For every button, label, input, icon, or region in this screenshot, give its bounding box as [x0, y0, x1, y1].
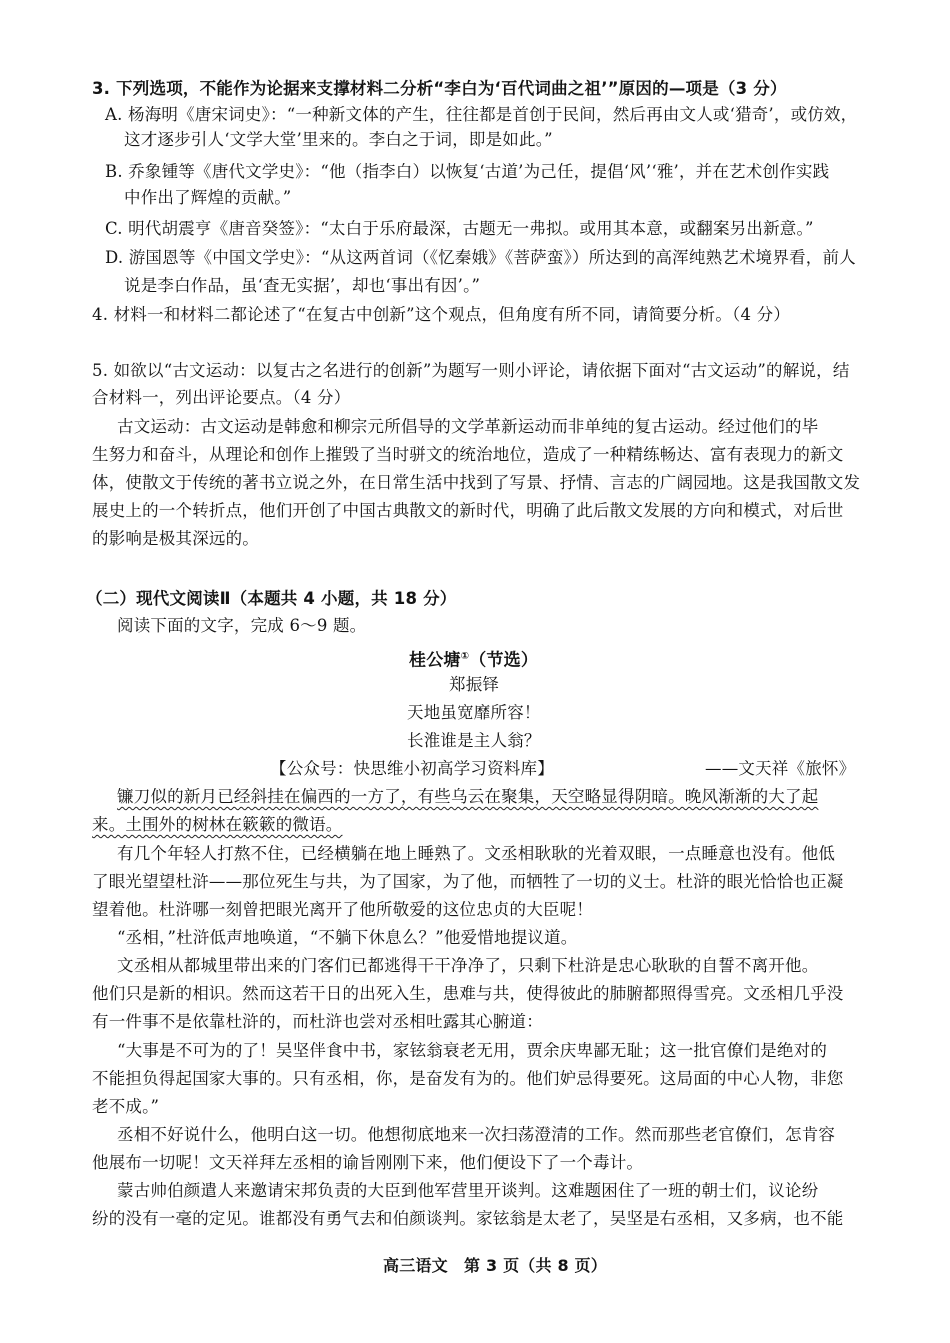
para5-line3: 老不成。”: [92, 1097, 160, 1116]
para5-line1: “大事是不可为的了！吴坚伴食中书，家铉翁衰老无用，贾余庆卑鄙无耻；这一批官僚们是绝对的: [117, 1041, 828, 1060]
q3-option-d-line1: D. 游国恩等《中国文学史》：“从这两首词（《忆秦娥》《菩萨蛮》）所达到的高浑纯熟艺术境界看，前人: [105, 248, 856, 267]
para2-line2: 了眼光望望杜浒——那位死生与共，为了国家，为了他，而牺牲了一切的义士。杜浒的眼光恰恰也正凝: [92, 872, 844, 891]
section-instruction: 阅读下面的文字，完成 6～9 题。: [117, 616, 367, 635]
watermark-text: 【公众号：快思维小初高学习资料库】: [270, 759, 554, 778]
page-footer: 高三语文 第 3 页（共 8 页）: [383, 1256, 607, 1275]
q5-note-line3: 体，使散文于传统的著书立说之外，在日常生活中找到了写景、抒情、言志的广阔园地。这是我国散文发: [92, 473, 861, 492]
q5-note-line2: 生努力和奋斗，从理论和创作上摧毁了当时骈文的统治地位，造成了一种精练畅达、富有表现力的新文: [92, 445, 844, 464]
epigraph-line2: 长淮谁是主人翁？: [407, 731, 541, 750]
epigraph-line1: 天地虽宽靡所容！: [407, 703, 541, 722]
epigraph-source: ——文天祥《旅怀》: [705, 759, 856, 778]
q5-note-line1: 古文运动：古文运动是韩愈和柳宗元所倡导的文学革新运动而非单纯的复古运动。经过他们的毕: [117, 417, 819, 436]
para4-line2: 他们只是新的相识。然而这若干日的出死入生，患难与共，使得彼此的肺腑都照得雪亮。文丞相几乎没: [92, 984, 844, 1003]
q5-stem-line2: 合材料一，列出评论要点。（4 分）: [92, 388, 351, 407]
q5-stem-line1: 5. 如欲以“古文运动：以复古之名进行的创新”为题写一则小评论，请依据下面对“古文运动”的解说，结: [92, 361, 850, 380]
para1-line1: 镰刀似的新月已经斜挂在偏西的一方了，有些乌云在聚集，天空略显得阴暗。晚风渐渐的大了起: [117, 787, 819, 806]
q3-stem: 3. 下列选项，不能作为论据来支撑材料二分析“李白为‘百代词曲之祖’”原因的—项是（3 分）: [92, 79, 787, 98]
para2-line1: 有几个年轻人打熬不住，已经横躺在地上睡熟了。文丞相耿耿的光着双眼，一点睡意也没有。他低: [117, 844, 836, 863]
para6-line1: 丞相不好说什么，他明白这一切。他想彻底地来一次扫荡澄清的工作。然而那些老官僚们，怎肯容: [117, 1125, 836, 1144]
q5-note-line4: 展史上的一个转折点，他们开创了中国古典散文的新时代，明确了此后散文发展的方向和模式，对后世: [92, 501, 844, 520]
q3-option-b-line2: 中作出了辉煌的贡献。”: [124, 188, 292, 207]
para6-line2: 他展布一切呢！文天祥拜左丞相的谕旨刚刚下来，他们便设下了一个毒计。: [92, 1153, 644, 1172]
story-title: 桂公塘①（节选）: [409, 650, 539, 671]
q5-note-line5: 的影响是极其深远的。: [92, 529, 259, 548]
q3-option-a-line2: 这才逐步引人‘文学大堂’里来的。李白之于词，即是如此。”: [124, 130, 553, 149]
para3: “丞相，”杜浒低声地唤道，“不躺下休息么？”他爱惜地提议道。: [117, 928, 578, 947]
q3-option-a-line1: A. 杨海明《唐宋词史》：“一种新文体的产生，往往都是首创于民间，然后再由文人或‘猎奇’，或仿效，: [105, 105, 858, 124]
story-author: 郑振铎: [449, 675, 500, 694]
para7-line1: 蒙古帅伯颜遣人来邀请宋邦负责的大臣到他军营里开谈判。这难题困住了一班的朝士们，议论纷: [117, 1181, 819, 1200]
para1-line2: 来。土围外的树林在簌簌的微语。: [92, 815, 343, 834]
section-heading: （二）现代文阅读Ⅱ（本题共 4 小题，共 18 分）: [86, 589, 457, 608]
para4-line3: 有一件事不是依靠杜浒的，而杜浒也尝对丞相吐露其心腑道：: [92, 1012, 543, 1031]
q3-option-c: C. 明代胡震亨《唐音癸签》：“太白于乐府最深，古题无一弗拟。或用其本意，或翻案另出新意。”: [105, 219, 814, 238]
para2-line3: 望着他。杜浒哪一刻曾把眼光离开了他所敬爱的这位忠贞的大臣呢！: [92, 900, 593, 919]
para7-line2: 纷的没有一毫的定见。谁都没有勇气去和伯颜谈判。家铉翁是太老了，吴坚是右丞相，又多病，也不能: [92, 1209, 844, 1228]
q4-stem: 4. 材料一和材料二都论述了“在复古中创新”这个观点，但角度有所不同，请简要分析。（4 分）: [92, 305, 791, 324]
q3-option-d-line2: 说是李白作品，虽‘査无实据’，却也‘事出有因’。”: [124, 276, 481, 295]
para5-line2: 不能担负得起国家大事的。只有丞相，你，是奋发有为的。他们妒忌得要死。这局面的中心人物，非您: [92, 1069, 844, 1088]
para4-line1: 文丞相从都城里带出来的门客们已都逃得干干净净了，只剩下杜浒是忠心耿耿的自誓不离开他。: [117, 956, 819, 975]
q3-option-b-line1: B. 乔象锺等《唐代文学史》：“他（指李白）以恢复‘古道’为己任，提倡‘风’‘雅’，并在艺术创作实践: [105, 162, 830, 181]
